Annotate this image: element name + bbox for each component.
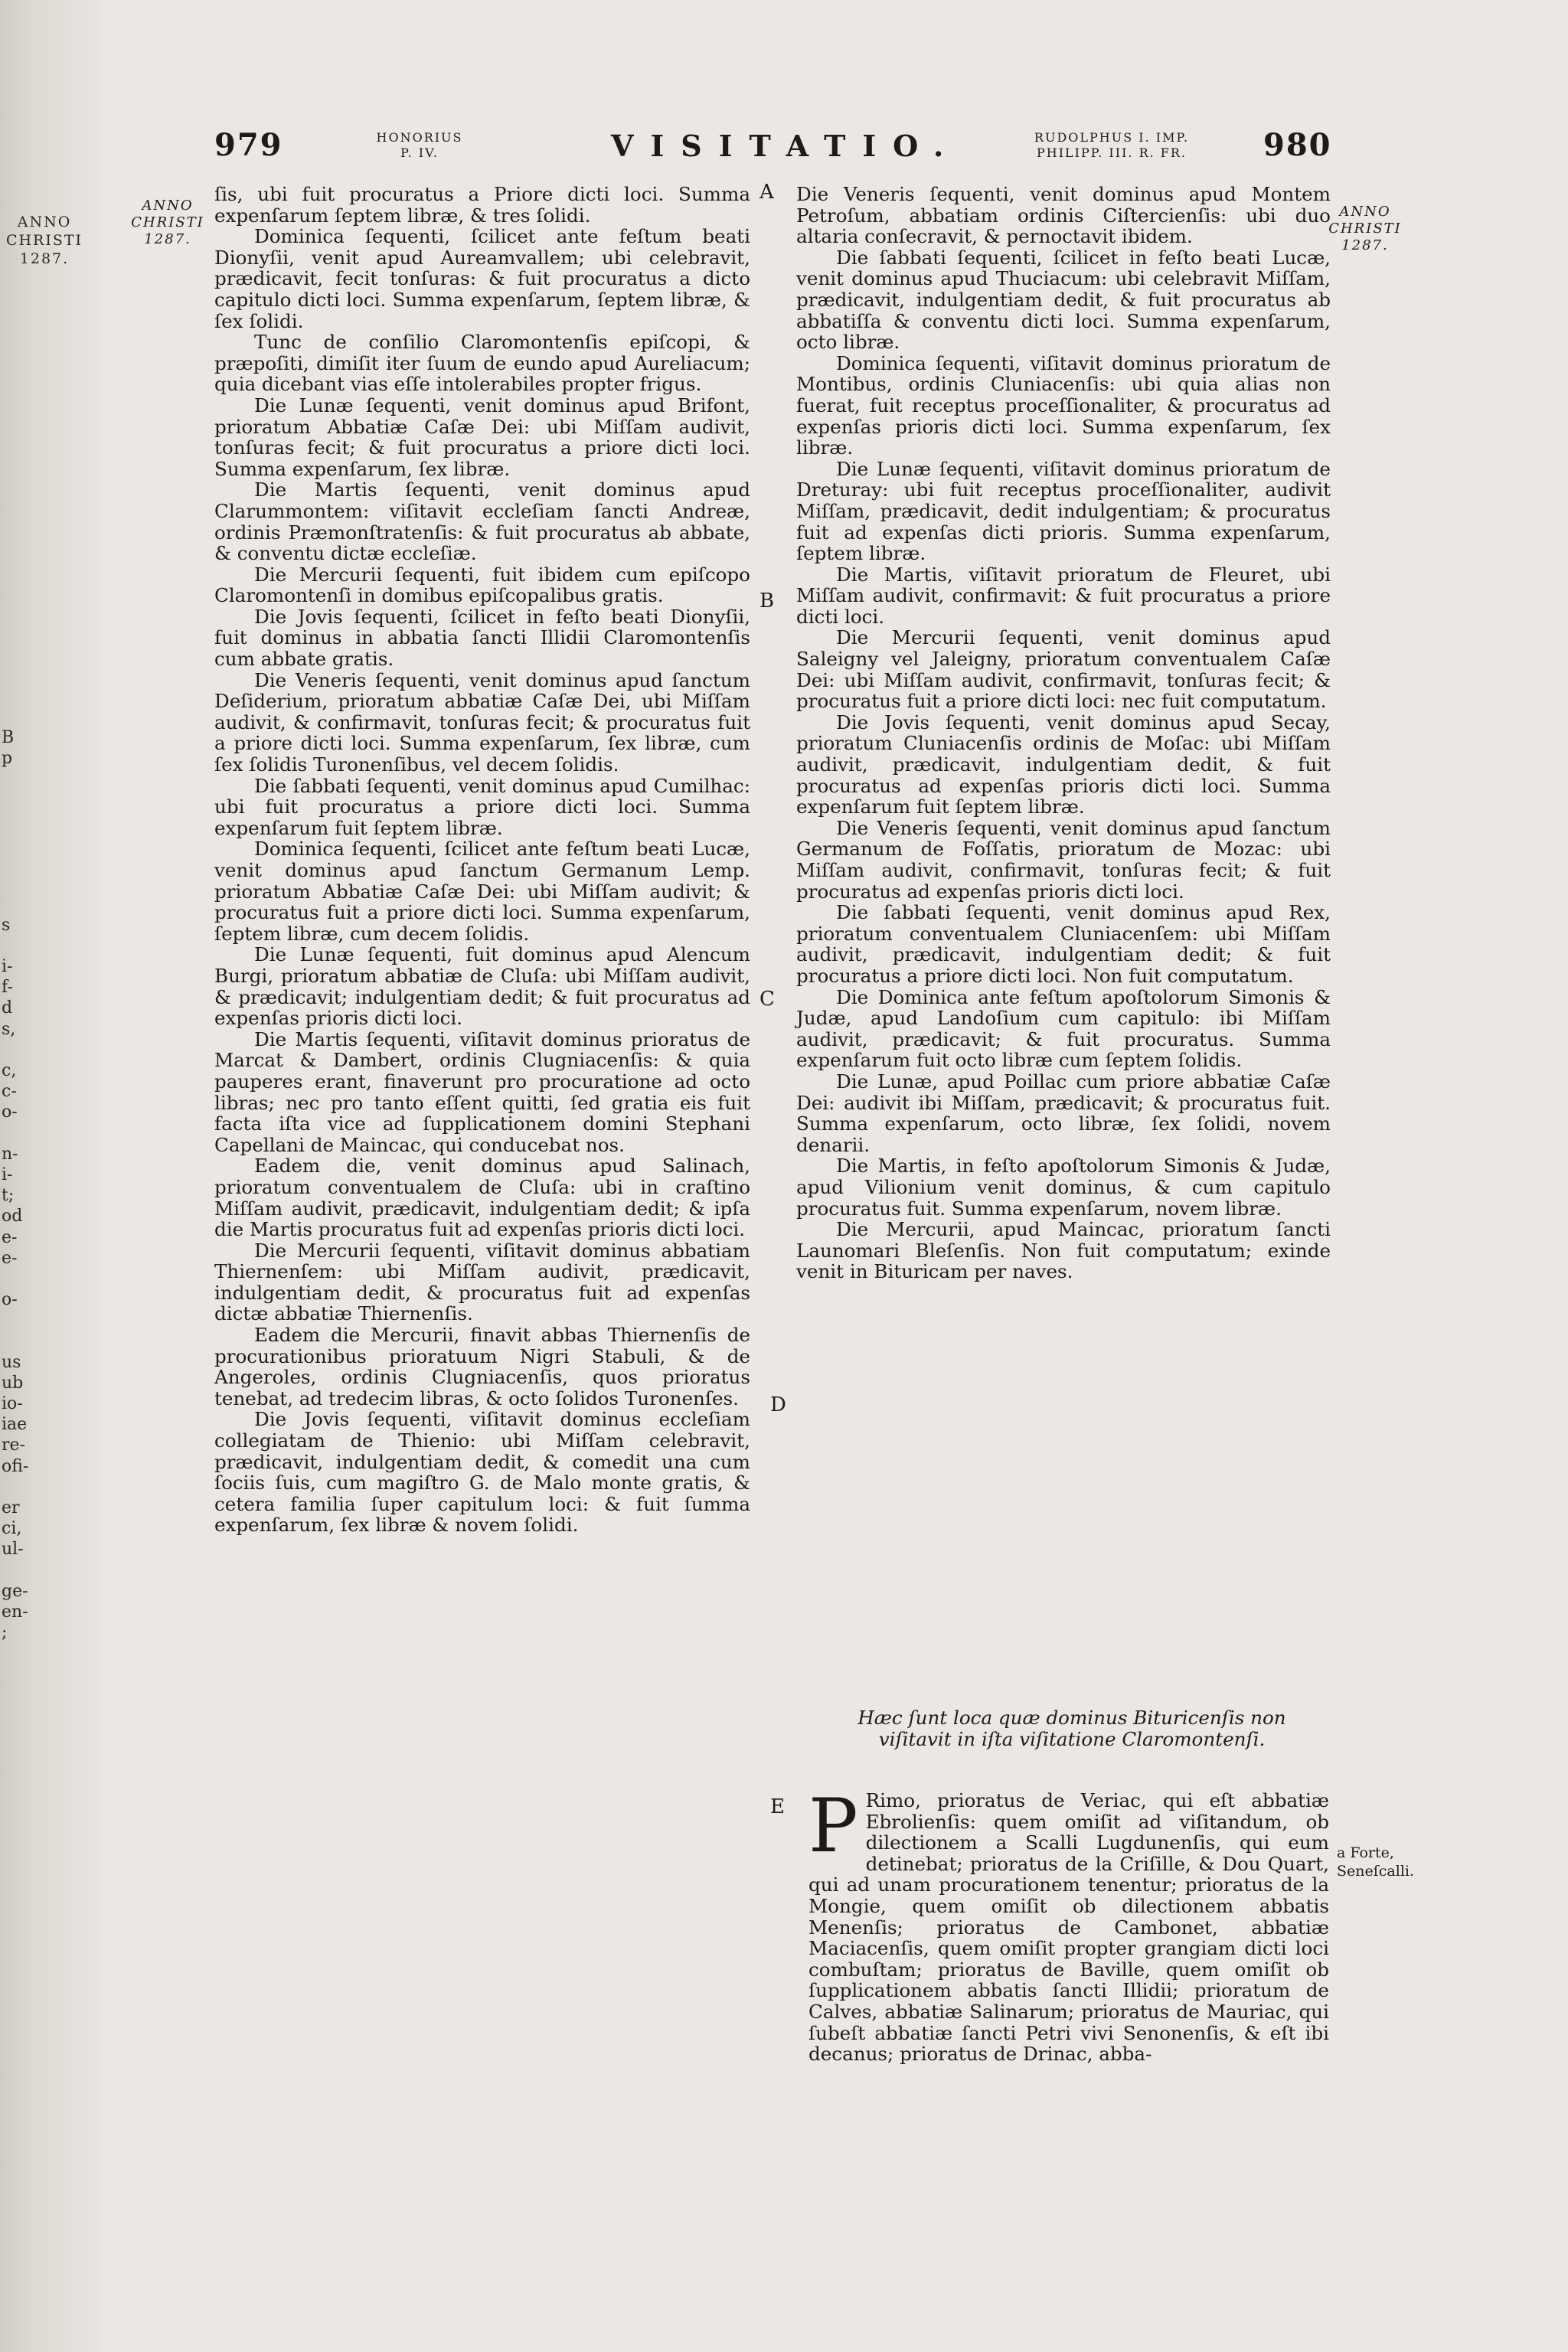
page-number-left: 979	[214, 127, 283, 163]
paragraph: Dominica ſequenti, ſcilicet ante feſtum beati Dionyſii, venit apud Aureamvallem; ubi celebravit, prædicavit, fecit tonſuras: & fuit procuratus a dicto capitulo dicti loci. Summa expenſarum, ſeptem libræ, & ſex ſolidi.	[214, 225, 750, 332]
paragraph: Die Jovis ſequenti, venit dominus apud Secay, prioratum Cluniacenſis ordinis de Moſac: ubi Miſſam audivit, prædicavit, indulgentiam dedit, & fuit procuratus ad expenſas prioris dicti loci. Summa expenſarum fuit ſeptem libræ.	[796, 710, 1331, 818]
paragraph: Die Lunæ, apud Poillac cum priore abbatiæ Caſæ Dei: audivit ibi Miſſam, prædicavit; & procuratus fuit. Summa expenſarum, octo libræ, ſex ſolidi, novem denarii.	[796, 1070, 1331, 1156]
prev-page-fragment: i-	[2, 1165, 13, 1184]
prev-year: 1287.	[19, 250, 70, 267]
paragraph: Eadem die Mercurii, finavit abbas Thiernenſis de procurationibus prioratuum Nigri Stabuli, & de Angeroles, ordinis Clugniacenſis, quos prioratus tenebat, ad tredecim libras, & octo ſolidos Turonenſes.	[214, 1324, 750, 1410]
prev-page-fragment: e-	[2, 1227, 18, 1247]
book-page	[100, 0, 1568, 2352]
prev-page-fragment	[2, 852, 32, 873]
paragraph: Die Mercurii ſequenti, fuit ibidem cum epiſcopo Claromontenſi in domibus epiſcopalibus gratis.	[214, 563, 750, 607]
paragraph: Die ſabbati ſequenti, venit dominus apud Cumilhac: ubi fuit procuratus a priore dicti loci. Summa expenſarum fuit ſeptem libræ.	[214, 774, 750, 839]
prev-page-fragment: en-	[2, 1602, 28, 1622]
previous-page-edge	[0, 0, 84, 2352]
page-title	[611, 129, 960, 175]
paragraph: Die Martis, in feſto apoſtolorum Simonis & Judæ, apud Vilionium venit dominus, & cum capitulo procuratus fuit. Summa expenſarum, novem libræ.	[796, 1155, 1331, 1220]
paragraph: Die Jovis ſequenti, ſcilicet in feſto beati Dionyſii, fuit dominus in abbatia ſancti Illidii Claromontenſis cum abbate gratis.	[214, 605, 750, 671]
prev-page-fragment: d	[2, 998, 13, 1018]
section-letter-e: E	[770, 1795, 785, 1818]
prev-page-fragment: n-	[2, 1144, 18, 1164]
prev-page-fragment	[2, 1269, 32, 1289]
prev-page-fragment	[2, 936, 32, 956]
paragraph: Die Martis, viſitavit prioratum de Fleuret, ubi Miſſam audivit, confirmavit: & fuit procuratus a priore dicti loci.	[796, 563, 1331, 628]
anno-word: ANNO	[1339, 204, 1391, 220]
prev-page-fragment: e-	[2, 1248, 18, 1268]
left-running-head	[358, 130, 481, 176]
prev-page-fragment: us	[2, 1352, 21, 1372]
prev-anno-word: ANNO	[17, 214, 72, 230]
paragraph: Die Martis ſequenti, viſitavit dominus prioratus de Marcat & Dambert, ordinis Clugniacenſis: & quia pauperes erant, finaverunt pro procuratione ad octo libras; nec pro tanto eſſent quitti, ſed gratia eis fuit facta iſta vice ad ſupplicationem domini Stephani Capellani de Maincac, qui conducebat nos.	[214, 1027, 750, 1156]
prev-page-line-fragments	[2, 727, 32, 1643]
marginal-footnote: a Forte, Seneſcalli.	[1337, 1844, 1415, 1880]
prev-page-fragment: t;	[2, 1186, 15, 1206]
prev-page-fragment: ;	[2, 1623, 8, 1643]
prev-page-fragment	[2, 1477, 32, 1498]
running-head-name: HONORIUS	[376, 130, 463, 145]
running-head-title: P. IV.	[400, 145, 439, 160]
final-paragraph	[808, 1783, 1329, 2066]
prev-page-fragment: o-	[2, 1290, 18, 1310]
prev-page-fragment: c-	[2, 1082, 17, 1102]
paragraph: Die Lunæ ſequenti, fuit dominus apud Alencum Burgi, prioratum abbatiæ de Cluſa: ubi Miſſam audivit, & prædicavit; indulgentiam dedit; & fuit procuratus ad expenſas prioris dicti loci.	[214, 943, 750, 1030]
paragraph: Die ſabbati ſequenti, ſcilicet in feſto beati Lucæ, venit dominus apud Thuciacum: ubi celebravit Miſſam, prædicavit, indulgentiam dedit, & fuit procuratus ab abbatiſſa & conventu dicti loci. Summa expenſarum, octo libræ.	[796, 246, 1331, 354]
right-running-head	[1012, 130, 1211, 176]
paragraph: Die Jovis ſequenti, viſitavit dominus eccleſiam collegiatam de Thienio: ubi Miſſam celebravit, prædicavit, indulgentiam dedit, & comedit una cum ſociis ſuis, cum magiſtro G. de Malo monte gratis, & cetera familia ſuper capitulum loci: & fuit ſumma expenſarum, ſex libræ & novem ſolidi.	[214, 1408, 750, 1537]
anno-word: ANNO	[142, 198, 194, 214]
page-title-text: VISITATIO.	[611, 129, 961, 163]
prev-page-fragment: io-	[2, 1394, 23, 1413]
prev-page-fragment	[2, 1123, 32, 1144]
prev-page-anno-note	[5, 213, 84, 268]
prev-page-fragment	[2, 1560, 32, 1581]
prev-page-fragment	[2, 1310, 32, 1331]
prev-page-fragment	[2, 811, 32, 831]
paragraph: Die Veneris ſequenti, venit dominus apud ſanctum Germanum de Foſſatis, prioratum de Mozac: ubi Miſſam audivit, confirmavit, tonſuras fecit; & fuit procuratus ad expenſas prioris dicti loci.	[796, 816, 1331, 903]
drop-cap: P	[808, 1783, 858, 1869]
paragraph: Tunc de conſilio Claromontenſis epiſcopi, & præpoſiti, dimiſit iter ſuum de eundo apud Aureliacum; quia dicebant vias eſſe intolerabiles propter frigus.	[214, 331, 750, 396]
section-letter-d: D	[770, 1393, 786, 1416]
left-text-column	[214, 184, 750, 1536]
prev-page-fragment: ub	[2, 1373, 24, 1393]
right-margin-anno-note	[1323, 204, 1407, 254]
running-head-emperor: RUDOLPHUS I. IMP.	[1034, 130, 1190, 145]
paragraph: Die Dominica ante feſtum apoſtolorum Simonis & Judæ, apud Landoſium cum capitulo: ibi Miſſam audivit, prædicavit; & fuit procuratus. Summa expenſarum fuit octo libræ cum ſeptem ſolidis.	[796, 985, 1331, 1072]
prev-page-fragment	[2, 1331, 32, 1351]
paragraph: Die Veneris ſequenti, venit dominus apud Montem Petroſum, abbatiam ordinis Ciſtercienſis: ubi duo altaria conſecravit, & pernoctavit ibidem.	[796, 183, 1331, 248]
prev-page-fragment: ul-	[2, 1540, 24, 1560]
prev-page-fragment: s	[2, 915, 11, 935]
prev-page-fragment: c,	[2, 1061, 17, 1080]
paragraph: Dominica ſequenti, ſcilicet ante feſtum beati Lucæ, venit dominus apud ſanctum Germanum Lemp. prioratum Abbatiæ Caſæ Dei: ubi Miſſam audivit; & procuratus fuit a priore dicti loci. Summa expenſarum, ſeptem libræ, cum decem ſolidis.	[214, 838, 750, 945]
final-paragraph-text: Rimo, prioratus de Veriac, qui eſt abbatiæ Ebrolienſis: quem omiſit ad viſitandum, ob dilectionem a Scalli Lugdunenſis, qui eum detinebat; prioratus de la Criſille, & Dou Quart, qui ad unam procurationem tenentur; prioratus de la Mongie, quem omiſit ob dilectionem abbatis Menenſis; prioratus de Cambonet, abbatiæ Maciacenſis, quem omiſit propter grangiam dicti loci combuſtam; prioratus de Baville, quem omiſit ob ſupplicationem abbatis ſancti Illidii; prioratum de Calves, abbatiæ Salinarum; prioratus de Mauriac, qui ſubeſt abbatiæ ſancti Petri vivi Senonenſis, & eſt ibi decanus; prioratus de Drinac, abba-	[808, 1789, 1329, 2066]
left-folio	[214, 127, 283, 173]
prev-page-fragment: f-	[2, 978, 13, 998]
paragraph: Die Mercurii ſequenti, venit dominus apud Saleigny vel Jaleigny, prioratum conventualem Caſæ Dei: ubi Miſſam audivit, confirmavit, tonſuras fecit; & procuratus fuit a priore dicti loci: nec fuit computatum.	[796, 626, 1331, 713]
paragraph: Die Veneris ſequenti, venit dominus apud ſanctum Deſiderium, prioratum abbatiæ Caſæ Dei, ubi Miſſam audivit, & confirmavit, tonſuras fecit; & procuratus fuit a priore dicti loci. Summa expenſarum, ſex libræ, cum ſex ſolidis Turonenſibus, vel decem ſolidis.	[214, 668, 750, 776]
paragraph: Die Mercurii, apud Maincac, prioratum ſancti Launomari Bleſenſis. Non fuit computatum; exinde venit in Bituricam per naves.	[796, 1218, 1331, 1283]
prev-page-fragment: B	[2, 728, 15, 747]
prev-page-fragment: s,	[2, 1019, 16, 1039]
paragraph: Eadem die, venit dominus apud Salinach, prioratum conventualem de Cluſa: ubi in craſtino Miſſam audivit, prædicavit, indulgentiam dedit; & ipſa die Martis procuratus fuit ad expenſas prioris dicti loci.	[214, 1155, 750, 1241]
prev-page-fragment	[2, 831, 32, 852]
prev-page-fragment: iae	[2, 1415, 28, 1435]
prev-page-fragment: p	[2, 749, 13, 769]
prev-page-fragment	[2, 790, 32, 811]
left-margin-anno-note	[126, 198, 210, 248]
right-text-column	[796, 184, 1331, 1282]
section-letter-b: B	[760, 590, 775, 612]
paragraph: Die Lunæ ſequenti, viſitavit dominus prioratum de Dreturay: ubi fuit receptus proceſſionaliter, audivit Miſſam, prædicavit, dedit indulgentiam; & procuratus fuit ad expenſas dicti prioris. Summa expenſarum, ſeptem libræ.	[796, 457, 1331, 565]
christi-word: CHRISTI	[1328, 220, 1402, 237]
prev-page-fragment: ofi-	[2, 1456, 29, 1476]
prev-christi-word: CHRISTI	[5, 232, 83, 249]
section-letter-c: C	[760, 988, 775, 1011]
prev-page-fragment	[2, 1040, 32, 1060]
page-number-right: 980	[1263, 127, 1332, 163]
prev-page-fragment	[2, 894, 32, 915]
year: 1287.	[144, 231, 191, 247]
paragraph: ſis, ubi fuit procuratus a Priore dicti loci. Summa expenſarum ſeptem libræ, & tres ſolidi.	[214, 183, 750, 227]
year: 1287.	[1341, 237, 1389, 253]
prev-page-fragment: er	[2, 1498, 20, 1517]
section-letter-a: A	[760, 181, 774, 204]
paragraph: Die Martis ſequenti, venit dominus apud Clarummontem: viſitavit eccleſiam ſancti Andreæ, ordinis Præmonſtratenſis: & fuit procuratus ab abbate, & conventu dictæ eccleſiæ.	[214, 479, 750, 565]
running-head-king: PHILIPP. III. R. FR.	[1036, 145, 1187, 160]
prev-page-fragment: o-	[2, 1102, 18, 1122]
prev-page-fragment	[2, 769, 32, 789]
paragraph: Dominica ſequenti, viſitavit dominus prioratum de Montibus, ordinis Cluniacenſis: ubi quia alias non fuerat, fuit receptus proceſſionaliter, & procuratus ad expenſas prioris dicti loci. Summa expenſarum, ſex libræ.	[796, 351, 1331, 459]
prev-page-fragment: i-	[2, 957, 13, 977]
christi-word: CHRISTI	[131, 214, 204, 230]
section-heading: Hæc ſunt loca quæ dominus Bituricenſis non viſitavit in iſta viſitatione Claromontenſi.	[858, 1707, 1286, 1750]
paragraph: Die Mercurii ſequenti, viſitavit dominus abbatiam Thiernenſem: ubi Miſſam audivit, prædicavit, indulgentiam dedit, & procuratus fuit ad expenſas dictæ abbatiæ Thiernenſis.	[214, 1239, 750, 1325]
prev-page-fragment: re-	[2, 1436, 25, 1455]
right-folio	[1263, 127, 1332, 173]
prev-page-fragment	[2, 873, 32, 893]
prev-page-fragment: od	[2, 1207, 23, 1227]
prev-page-fragment: ci,	[2, 1519, 22, 1539]
paragraph: Die Lunæ ſequenti, venit dominus apud Brifont, prioratum Abbatiæ Caſæ Dei: ubi Miſſam audivit, tonſuras fecit; & fuit procuratus a priore dicti loci. Summa expenſarum, ſex libræ.	[214, 394, 750, 480]
paragraph: Die ſabbati ſequenti, venit dominus apud Rex, prioratum conventualem Cluniacenſem: ubi Miſſam audivit, prædicavit, indulgentiam dedit; & fuit procuratus a priore dicti loci. Non fuit computatum.	[796, 901, 1331, 987]
prev-page-fragment: ge-	[2, 1581, 28, 1601]
